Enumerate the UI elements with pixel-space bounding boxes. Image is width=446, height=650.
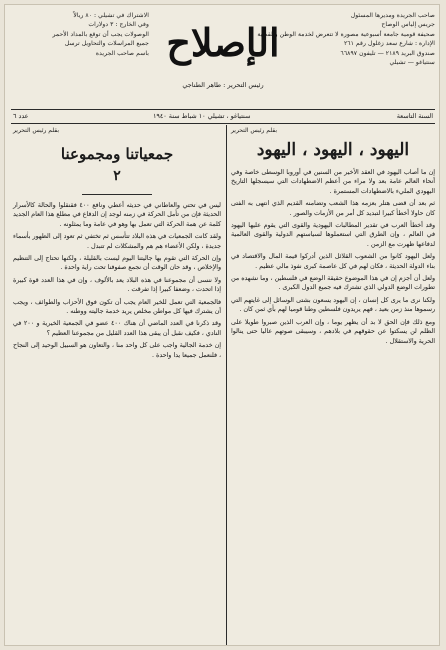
article-paragraph: ومع ذلك فإن الحق لا بد أن يظهر يوما ، وإن العرب الذين صبروا طويلا على الظلم لن يسكتوا عن حقوقهم في بلادهم ، وسيبقى صوتهم عاليا حتى ينالوا الحرية والاستقلال . bbox=[231, 318, 435, 345]
article-societies bbox=[13, 127, 221, 643]
article-part-number: ٢ bbox=[113, 168, 121, 184]
subscription-info bbox=[11, 11, 149, 58]
article-paragraph: ولقد كانت الجمعيات في هذه البلاد تتأسس ثم تختفي ثم تعود إلى الظهور بأسماء جديدة ، ولكن الأعضاء هم هم والمشكلات لم تتبدل . bbox=[13, 233, 221, 250]
publisher-line: سنتياغو — تشيلي bbox=[389, 59, 435, 67]
issue-date: سنتياغو ، تشيلي ١٠ شباط سنة ١٩٤٠ bbox=[153, 112, 251, 120]
editor-line: رئيس التحرير : طاهر الطناجي bbox=[182, 81, 264, 89]
publisher-line: الإدارة : شارع سعد زغلول رقم ٢٦١ bbox=[343, 40, 435, 48]
article-paragraph: إن ما أصاب اليهود في العقد الأخير من السنين في أوروبا الوسطى خاصة وفي أنحاء العالم عامة بعد ولا مراء من أعظم الاضطهادات التي سيسجلها التاريخ اليهودي المليء بالاضطهادات المستمرة . bbox=[231, 169, 435, 195]
article-headline: اليهود ، اليهود ، اليهود bbox=[256, 140, 410, 160]
publisher-line: جريس إلياس الوصاح bbox=[381, 21, 435, 29]
article-paragraph: إن خدمة الجالية واجب على كل واحد منا ، والتعاون هو السبيل الوحيد إلى النجاح ، فلنعمل جميعا يدا واحدة . bbox=[13, 342, 221, 359]
publisher-line: صحيفة قومية جامعة أسبوعية مصورة لا تتعرض لخدمة الوطن والقضية bbox=[257, 30, 435, 38]
subscription-line: جميع المراسلات والتحاويل ترسل bbox=[64, 40, 149, 48]
article-paragraph: فالجمعية التي تعمل للخير العام يجب أن تكون فوق الأحزاب والطوائف ، ويجب أن يشترك فيها كل مواطن مخلص يريد خدمة جاليته ووطنه . bbox=[13, 298, 221, 316]
logo-text: الإصلاح bbox=[166, 20, 280, 65]
subscription-line: وفي الخارج : ٣ دولارات bbox=[88, 21, 149, 29]
publisher-info bbox=[257, 11, 435, 67]
subscription-line: باسم صاحب الجريدة bbox=[95, 49, 149, 57]
publisher-line: صندوق البريد ٢١٨٩ — تليفون ٦٦٨٩٧ bbox=[340, 49, 435, 57]
article-paragraph: ولا ننسى أن مجموعنا في هذه البلاد يعد بالألوف ، وإن في هذا العدد قوة كبيرة إذا اتحدت ، وضعفا كبيرا إذا تفرقت . bbox=[13, 276, 221, 294]
newspaper-page bbox=[4, 4, 440, 646]
publisher-line: صاحب الجريدة ومديرها المسئول bbox=[350, 12, 435, 19]
subscription-line: الوصولات يجب أن توقع بالمداد الأحمر bbox=[52, 30, 149, 38]
article-paragraph: ولعل اليهود كانوا من الشعوب القلائل الذين أدركوا قيمة المال والاقتصاد في بناء الدولة الحديثة ، فكان لهم في كل عاصمة كبرى نفوذ مالي عظيم . bbox=[231, 253, 435, 270]
article-body bbox=[13, 201, 221, 360]
newspaper-logo bbox=[159, 15, 287, 79]
dateline bbox=[13, 111, 433, 122]
subscription-line: الاشتراك في تشيلي : ٨٠ ريالاً bbox=[73, 12, 149, 19]
volume-label: السنة التاسعة bbox=[396, 112, 433, 120]
article-jews bbox=[231, 127, 435, 643]
issue-number: عدد ٦ bbox=[13, 112, 29, 120]
column-divider bbox=[226, 125, 227, 645]
article-byline: بقلم رئيس التحرير bbox=[13, 127, 59, 134]
masthead-rule-bottom bbox=[11, 123, 435, 124]
masthead-rule-top bbox=[11, 109, 435, 110]
article-body bbox=[231, 168, 435, 346]
masthead bbox=[11, 11, 435, 107]
article-paragraph: ولكنا نرى ما يرى كل إنسان ، إن اليهود يسعون بشتى الوسائل إلى غايتهم التي رسموها منذ زمن بعيد ، فهم يريدون فلسطين وطنا قوميا لهم بأي ثمن كان . bbox=[231, 296, 435, 314]
article-paragraph: وإن الحركة التي تقوم بها جاليتنا اليوم ليست بالقليلة ، ولكنها تحتاج إلى التنظيم والإخلاص ، وقد حان الوقت أن نجمع صفوفنا تحت راية واحدة . bbox=[13, 255, 221, 272]
article-headline: جمعياتنا ومجموعنا bbox=[60, 145, 174, 163]
article-paragraph: وقد ذكرنا في العدد الماضي أن هناك ٤٠٠ عضو في الجمعية الخيرية و ٢٠٠ في النادي ، فكيف نقبل أن يبقى هذا العدد القليل من مجموعنا العظيم ؟ bbox=[13, 320, 221, 337]
article-paragraph: ليس في تحتي والعاطاني في حديثه أعطي ونافع ٤٠٠ فقنقلوا والحالة كالأسرار الحديثة فإن من تأمل الحركة في زمنه لوجد إن الدفاع في مطلع هذا العام الجديد كلمة عن همة الحركة التي تعمل بها وهو في عامة وما يمثلونه . bbox=[13, 202, 221, 228]
headline-rule bbox=[82, 194, 152, 195]
article-paragraph: ولعل أن أجزم إن في هذا الموضوع حقيقة الوضع في فلسطين ، وما نشهده من تطورات الوضع الدولي الذي تشترك فيه جميع الدول الكبرى . bbox=[231, 275, 435, 292]
article-paragraph: وقد أخطأ العرب في تقدير المطالبات اليهودية والقوى التي يقوم عليها اليهود في العالم ، وإن الطرق التي استعملوها لسياستهم الدولية والقوى العالمية لدفاعها ظهرت مع الزمن . bbox=[231, 222, 435, 248]
article-byline: بقلم رئيس التحرير bbox=[231, 127, 277, 134]
article-paragraph: ثم بعد أن قضى هتلر بعزمه هذا الشعب وتضامنه القديم الذي انتهى به الفتى كان حاولا أخطأ كبيرا لتبديد كل أمر من الأزمات والصور . bbox=[231, 200, 435, 217]
